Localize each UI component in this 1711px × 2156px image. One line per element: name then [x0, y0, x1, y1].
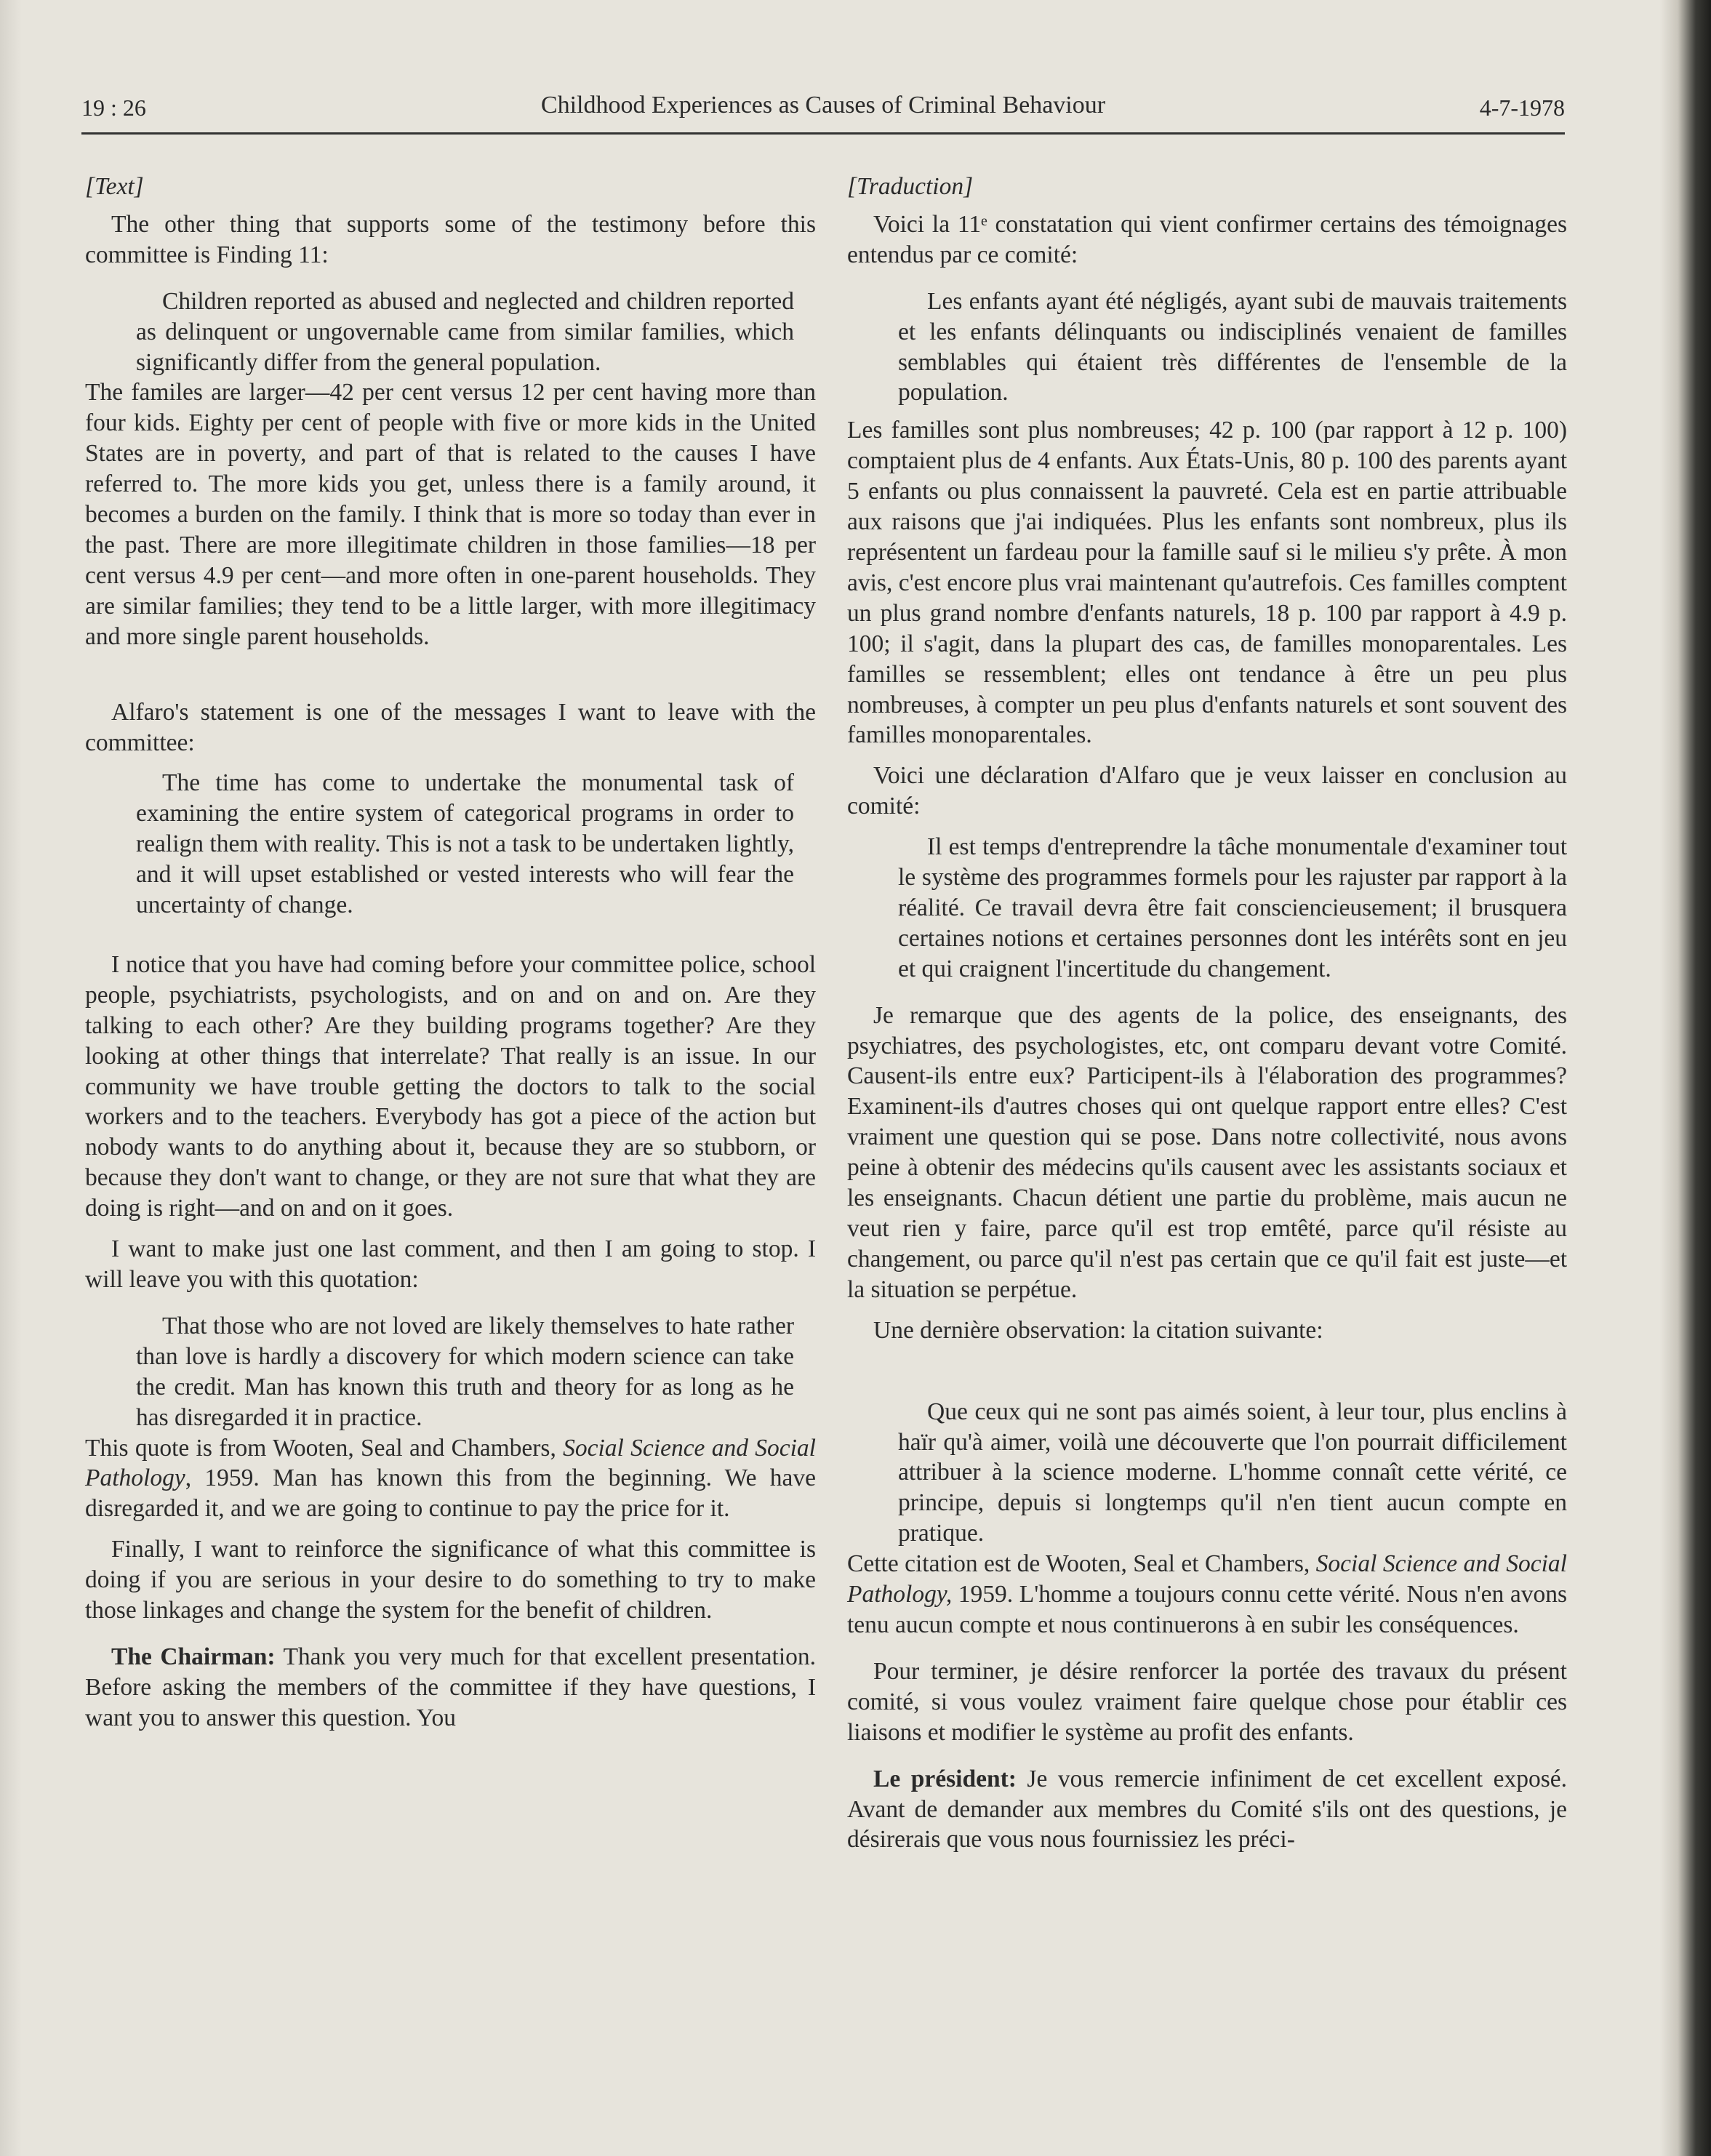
page-number: 19 : 26	[81, 95, 146, 121]
block-quote: Children reported as abused and neglected and children reported as delinquent or ungovernable came from similar families, which significantly differ from the general population.	[136, 287, 794, 376]
citation-text: This quote is from Wooten, Seal and Chambers,	[85, 1434, 564, 1462]
speaker-name: Le président:	[873, 1765, 1017, 1792]
book-title: Social Science and Social Pathology,	[847, 1550, 1567, 1608]
paragraph	[847, 1549, 1567, 1640]
paragraph: The other thing that supports some of the testimony before this committee is Finding 11:	[85, 210, 816, 268]
block-quote: The time has come to undertake the monumental task of examining the entire system of categorical programs in order to realign them with reality. This is not a task to be undertaken lightly, and it will upset established or vested interests who will fear the uncertainty of change.	[136, 769, 794, 919]
speech-text: Thank you very much for that excellent presentation. Before asking the members of the committee if they have questions, I want you to answer this question. You	[85, 1643, 816, 1731]
paragraph	[847, 1764, 1567, 1856]
citation-text: Cette citation est de Wooten, Seal et Chambers,	[847, 1550, 1316, 1578]
paragraph: Voici une déclaration d'Alfaro que je veux laisser en conclusion au comité:	[847, 762, 1567, 820]
paragraph: I want to make just one last comment, and then I am going to stop. I will leave you with this quotation:	[85, 1235, 816, 1293]
paragraph: Une dernière observation: la citation suivante:	[873, 1316, 1323, 1344]
traduction-marker: [Traduction]	[847, 173, 974, 200]
english-column	[85, 172, 816, 1734]
paragraph	[85, 1433, 816, 1525]
book-spine-shadow	[1660, 0, 1711, 2156]
running-title: Childhood Experiences as Causes of Criminal Behaviour	[540, 92, 1106, 119]
block-quote: Que ceux qui ne sont pas aimés soient, à leur tour, plus enclins à haïr qu'à aimer, voilà une découverte que l'on pourrait difficilement attribuer à la science moderne. L'homme connaît cette vérité, ce principe, depuis si longtemps qu'il n'en tient aucun compte en pratique.	[898, 1398, 1567, 1547]
speaker-name: The Chairman:	[111, 1643, 276, 1670]
paragraph: Voici la 11ᵉ constatation qui vient confirmer certains des témoignages entendus par ce comité:	[847, 210, 1567, 268]
paragraph	[85, 1642, 816, 1734]
paragraph: Pour terminer, je désire renforcer la portée des travaux du présent comité, si vous voulez vraiment faire quelque chose pour établir ces liaisons et modifier le système au profit des enfants.	[847, 1657, 1567, 1746]
citation-text: , 1959. Man has known this from the beginning. We have disregarded it, and we are going to continue to pay the price for it.	[85, 1464, 816, 1523]
block-quote: That those who are not loved are likely themselves to hate rather than love is hardly a discovery for which modern science can take the credit. Man has known this truth and theory for as long as he has disregarded it in practice.	[136, 1312, 794, 1431]
paragraph: Les familles sont plus nombreuses; 42 p. 100 (par rapport à 12 p. 100) comptaient plus de 4 enfants. Aux États-Unis, 80 p. 100 des parents ayant 5 enfants ou plus connaissent la pauvreté. Cela est en partie attribuable aux raisons que j'ai indiquées. Plus les enfants sont nombreux, plus ils représentent un fardeau pour la famille sauf si le milieu s'y prête. À mon avis, c'est encore plus vrai maintenant qu'autrefois. Ces familles comptent un plus grand nombre d'enfants naturels, 18 p. 100 par rapport à 4.9 p. 100; il s'agit, dans la plupart des cas, de familles monoparentales. Les familles se ressemblent; elles ont tendance à être un peu plus nombreuses, à compter un peu plus d'enfants naturels et sont souvent des familles monoparentales.	[847, 417, 1567, 749]
paragraph: Je remarque que des agents de la police, des enseignants, des psychiatres, des psychologistes, etc, ont comparu devant votre Comité. Causent-ils entre eux? Participent-ils à l'élaboration des programmes? Examinent-ils d'autres choses qui ont quelque rapport entre elles? C'est vraiment une question qui se pose. Dans notre collectivité, nous avons peine à obtenir des médecins qu'ils causent avec les assistants sociaux et les enseignants. Chacun détient une partie du problème, mais aucun ne veut rien y faire, parce qu'il est trop emtêté, parce qu'il résiste au changement, ou parce qu'il n'est pas certain que ce qu'il fait est juste—et la situation se perpétue.	[847, 1001, 1567, 1303]
paragraph: Finally, I want to reinforce the significance of what this committee is doing if you are serious in your desire to do something to try to make those linkages and change the system for the benefit of children.	[85, 1536, 816, 1624]
citation-text: 1959. L'homme a toujours connu cette vérité. Nous n'en avons tenu aucun compte et nous continuerons à en subir les conséquences.	[847, 1581, 1567, 1638]
page-header	[81, 92, 1565, 135]
text-marker: [Text]	[85, 173, 144, 200]
paragraph: I notice that you have had coming before your committee police, school people, psychiatrists, psychologists, and on and on and on. Are they talking to each other? Are they building programs together? Are they looking at other things that interrelate? That really is an issue. In our community we have trouble getting the doctors to talk to the social workers and to the teachers. Everybody has got a piece of the action but nobody wants to do anything about it, because they are so stubborn, or because they don't want to change, or they are not sure that what they are doing is right—and on and on it goes.	[85, 950, 816, 1222]
book-title: Social Science and Social Pathology	[85, 1434, 816, 1492]
speech-text: Je vous remercie infiniment de cet excellent exposé. Avant de demander aux membres du Comité s'ils ont des questions, je désirerais que vous nous fournissiez les préci-	[847, 1765, 1567, 1854]
page-edge-left	[0, 0, 22, 2156]
block-quote: Les enfants ayant été négligés, ayant subi de mauvais traitements et les enfants délinquants ou indisciplinés venaient de familles semblables qui étaient très différentes de l'ensemble de la population.	[898, 287, 1567, 406]
header-date: 4-7-1978	[1479, 95, 1565, 121]
paragraph: The familes are larger—42 per cent versus 12 per cent having more than four kids. Eighty per cent of people with five or more kids in the United States are in poverty, and part of that is related to the causes I have referred to. The more kids you get, unless there is a family around, it becomes a burden on the family. I think that is more so today than ever in the past. There are more illegitimate children in those families—18 per cent versus 4.9 per cent—and more often in one-parent households. They are similar families; they tend to be a little larger, with more illegitimacy and more single parent households.	[85, 379, 816, 650]
paragraph: Alfaro's statement is one of the messages I want to leave with the committee:	[85, 698, 816, 756]
block-quote: Il est temps d'entreprendre la tâche monumentale d'examiner tout le système des programmes formels pour les rajuster par rapport à la réalité. Ce travail devra être fait consciencieusement; il brusquera certaines notions et certaines personnes dont les intérêts sont en jeu et qui craignent l'incertitude du changement.	[898, 833, 1567, 982]
french-column	[847, 172, 1567, 1855]
